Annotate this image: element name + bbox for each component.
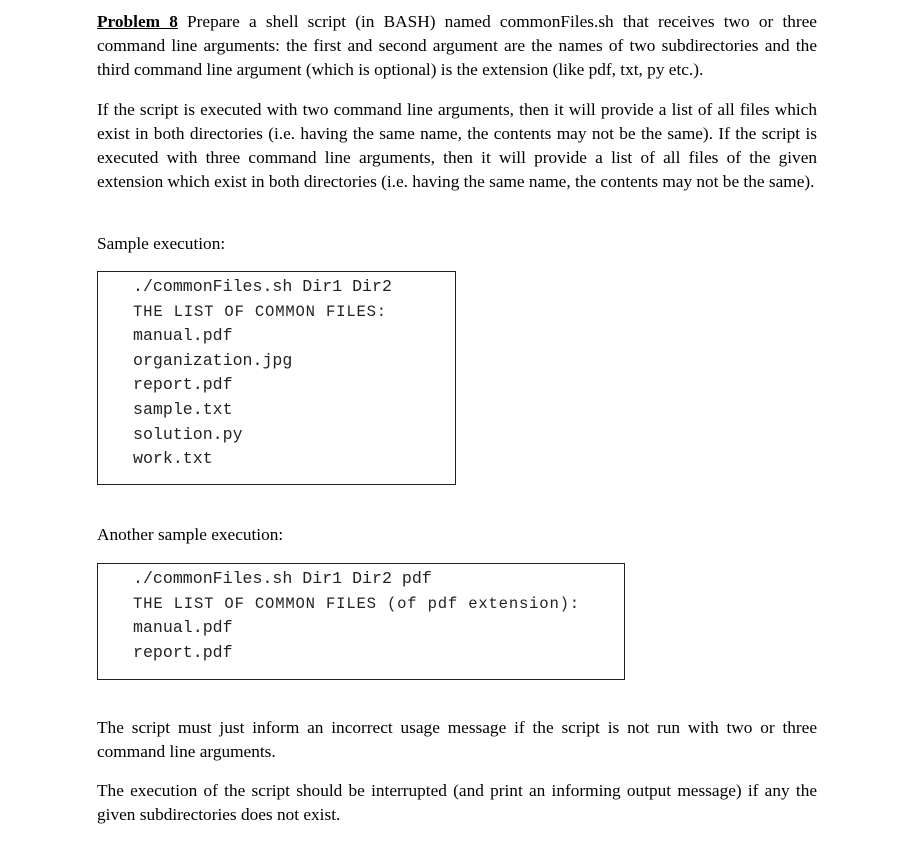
problem-label: Problem 8 [97,12,178,31]
sample-1-file: sample.txt [133,399,233,419]
sample-2-file: report.pdf [133,642,233,662]
sample-1-file: report.pdf [133,375,233,395]
sample-1-file: organization.jpg [133,350,293,370]
problem-intro-paragraph [97,10,817,82]
sample-1-code-box [97,271,456,485]
sample-2-code-box [97,563,625,680]
sample-1-output-header: THE LIST OF COMMON FILES: [133,302,387,321]
sample-1-file: work.txt [133,449,213,469]
sample-2-command: ./commonFiles.sh Dir1 Dir2 pdf [133,569,432,588]
problem-intro-block [97,10,817,82]
sample-2-output-header: THE LIST OF COMMON FILES (of pdf extension): [133,594,580,613]
description-paragraph: If the script is executed with two command line arguments, then it will provide a list of all files which exist in both directories (i.e. having the same name, the contents may not be the same). If the script is executed with three command line arguments, then it will provide a list of all files of the given extension which exist in both directories (i.e. having the same name, the contents may not be the same). [97,100,817,191]
sample-1-heading: Sample execution: [97,234,226,253]
sample-1-file: manual.pdf [133,326,233,346]
sample-2-file: manual.pdf [133,618,233,638]
interrupt-note-paragraph: The execution of the script should be interrupted (and print an informing output message) if any the given subdirectories does not exist. [97,781,817,824]
usage-note-paragraph: The script must just inform an incorrect usage message if the script is not run with two or three command line arguments. [97,718,817,761]
sample-1-command: ./commonFiles.sh Dir1 Dir2 [133,277,392,296]
sample-2-heading: Another sample execution: [97,525,284,544]
sample-1-file: solution.py [133,424,243,444]
problem-intro-text: Prepare a shell script (in BASH) named commonFiles.sh that receives two or three command line arguments: the first and second argument are the names of two subdirectories and the third command line argument (which is optional) is the extension (like pdf, txt, py etc.). [97,12,817,79]
